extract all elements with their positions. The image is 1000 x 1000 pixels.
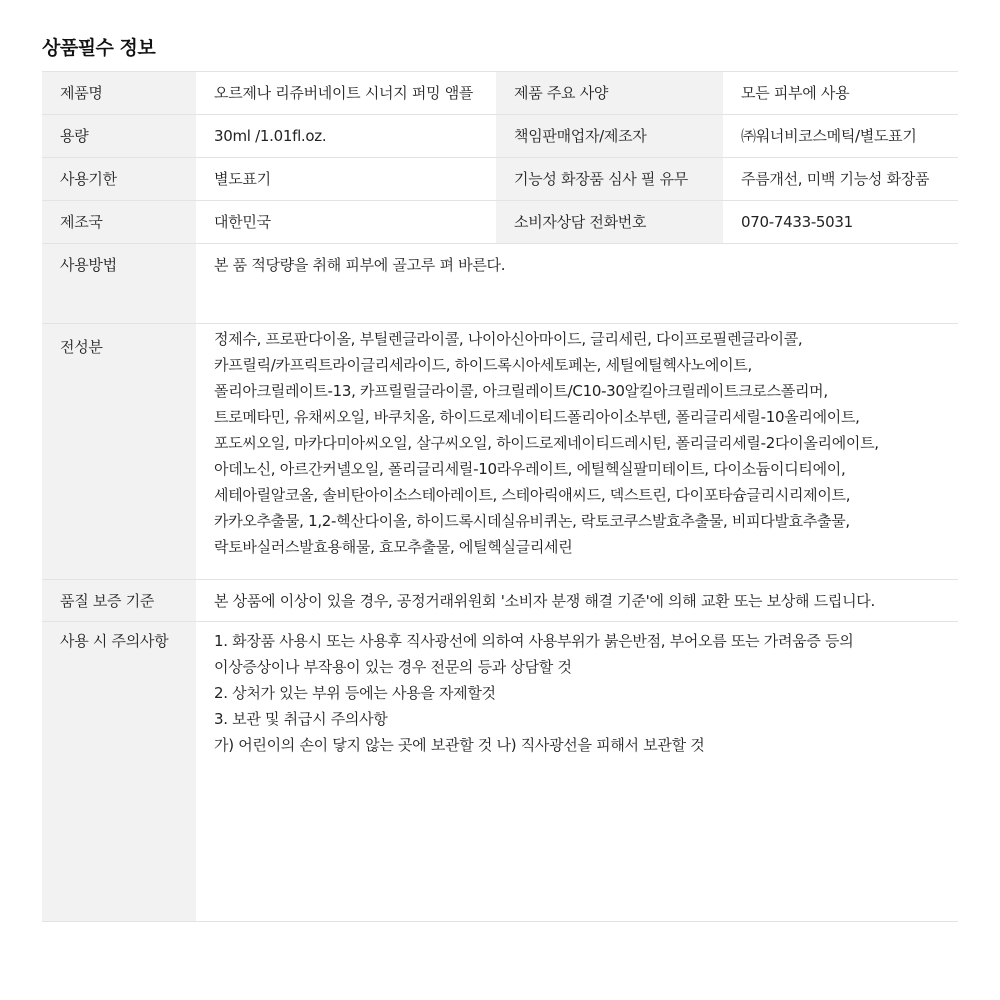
value-country: 대한민국 (196, 201, 496, 244)
ingredient-line: 포도씨오일, 마카다미아씨오일, 살구씨오일, 하이드로제네이티드레시틴, 폴리글리세릴-2다이올리에이트, (214, 434, 879, 452)
caution-line: 1. 화장품 사용시 또는 사용후 직사광선에 의하여 사용부위가 붉은반점, 부어오름 또는 가려움증 등의 (214, 632, 854, 650)
ingredient-line: 세테아릴알코올, 솔비탄아이소스테아레이트, 스테아릭애씨드, 덱스트린, 다이포타슘글리시리제이트, (214, 486, 851, 504)
label-spec: 제품 주요 사양 (496, 72, 723, 115)
ingredient-line: 카프릴릭/카프릭트라이글리세라이드, 하이드록시아세토페논, 세틸에틸헥사노에이트, (214, 356, 752, 374)
label-functional: 기능성 화장품 심사 필 유무 (496, 158, 723, 201)
ingredient-line: 락토바실러스발효용해물, 효모추출물, 에틸헥실글리세린 (214, 538, 573, 556)
caution-line: 이상증상이나 부작용이 있는 경우 전문의 등과 상담할 것 (214, 658, 572, 676)
table-row-quality (42, 580, 958, 622)
table-row-method (42, 244, 958, 324)
ingredient-line: 트로메타민, 유채씨오일, 바쿠치올, 하이드로제네이티드폴리아이소부텐, 폴리글리세릴-10올리에이트, (214, 408, 860, 426)
label-country: 제조국 (42, 201, 196, 244)
product-info-table (42, 71, 958, 922)
value-ingredients (196, 324, 958, 580)
label-phone: 소비자상담 전화번호 (496, 201, 723, 244)
table-row-product-name (42, 72, 958, 115)
ingredient-line: 폴리아크릴레이트-13, 카프릴릴글라이콜, 아크릴레이트/C10-30알킬아크릴레이트크로스폴리머, (214, 382, 828, 400)
value-caution (196, 622, 958, 922)
table-row-volume (42, 115, 958, 158)
ingredient-line: 카카오추출물, 1,2-헥산다이올, 하이드록시데실유비퀴논, 락토코쿠스발효추출물, 비피다발효추출물, (214, 512, 850, 530)
label-caution: 사용 시 주의사항 (42, 622, 196, 922)
value-expiry: 별도표기 (196, 158, 496, 201)
table-row-expiry (42, 158, 958, 201)
ingredient-line: 아데노신, 아르간커넬오일, 폴리글리세릴-10라우레이트, 에틸헥실팔미테이트, 다이소듐이디티에이, (214, 460, 846, 478)
caution-line: 3. 보관 및 취급시 주의사항 (214, 710, 388, 728)
table-row-ingredients (42, 324, 958, 580)
caution-line: 2. 상처가 있는 부위 등에는 사용을 자제할것 (214, 684, 496, 702)
value-quality: 본 상품에 이상이 있을 경우, 공정거래위원회 '소비자 분쟁 해결 기준'에 의해 교환 또는 보상해 드립니다. (196, 580, 958, 622)
value-method: 본 품 적당량을 취해 피부에 골고루 펴 바른다. (196, 244, 958, 324)
page-title: 상품필수 정보 (42, 37, 156, 59)
value-spec: 모든 피부에 사용 (723, 72, 958, 115)
value-product-name: 오르제나 리쥬버네이트 시너지 퍼밍 앰플 (196, 72, 496, 115)
value-functional: 주름개선, 미백 기능성 화장품 (723, 158, 958, 201)
label-seller: 책임판매업자/제조자 (496, 115, 723, 158)
label-method: 사용방법 (42, 244, 196, 324)
value-phone: 070-7433-5031 (723, 201, 958, 244)
label-ingredients: 전성분 (42, 324, 196, 580)
table-row-country (42, 201, 958, 244)
label-volume: 용량 (42, 115, 196, 158)
caution-line: 가) 어린이의 손이 닿지 않는 곳에 보관할 것 나) 직사광선을 피해서 보관할 것 (214, 736, 705, 754)
value-volume: 30ml /1.01fl.oz. (196, 115, 496, 158)
value-seller: ㈜워너비코스메틱/별도표기 (723, 115, 958, 158)
ingredient-line: 정제수, 프로판다이올, 부틸렌글라이콜, 나이아신아마이드, 글리세린, 다이프로필렌글라이콜, (214, 330, 803, 348)
label-quality: 품질 보증 기준 (42, 580, 196, 622)
label-expiry: 사용기한 (42, 158, 196, 201)
table-row-caution (42, 622, 958, 922)
label-product-name: 제품명 (42, 72, 196, 115)
